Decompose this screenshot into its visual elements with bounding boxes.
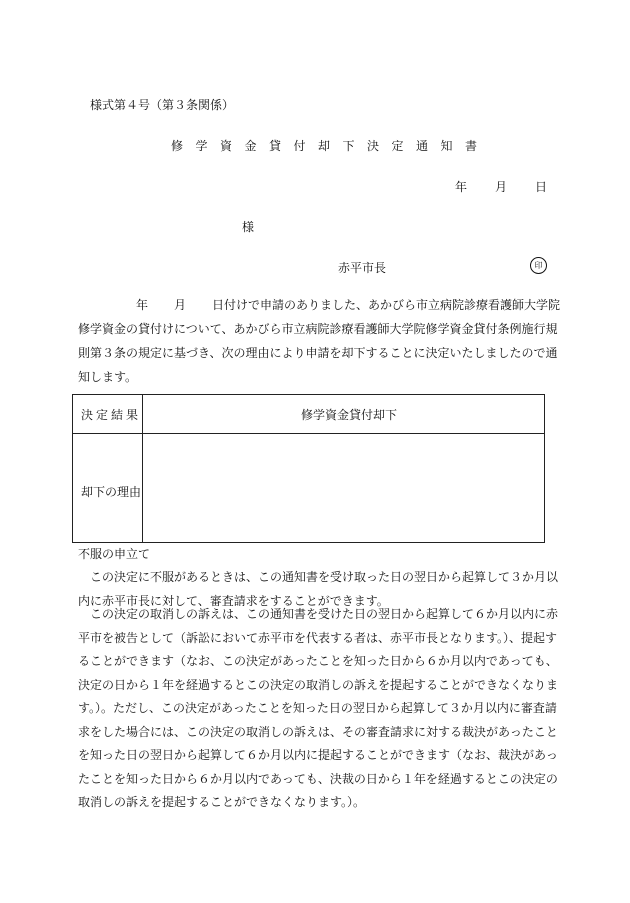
objection-p2-line: 決定の日から１年を経過するとこの決定の取消しの訴えを提起することができなくなりま: [78, 677, 559, 692]
objection-p2-line: す。）。ただし、この決定があったことを知った日の翌日から起算して３か月以内に審査請: [78, 701, 557, 715]
objection-p2-line: ることができます（なお、この決定があったことを知った日から６か月以内であっても、: [78, 654, 558, 668]
body-month-label: 月: [174, 298, 187, 312]
objection-p2-line: を知った日の翌日から起算して６か月以内に提起することができます（なお、裁決があっ: [78, 748, 558, 762]
rejection-reason-label: 却下の理由: [81, 485, 142, 499]
issuer-name: 赤平市長: [338, 261, 387, 275]
date-year-label: 年: [455, 180, 468, 194]
objection-p1-line: 内に赤平市長に対して、審査請求をすることができます。: [78, 593, 389, 608]
objection-heading: 不服の申立て: [78, 547, 151, 561]
seal-mark: 印: [530, 257, 547, 274]
objection-p1-line: この決定に不服があるときは、この通知書を受け取った日の翌日から起算して３か月以: [78, 570, 559, 584]
objection-p2-line: 平市を被告として（訴訟において赤平市を代表する者は、赤平市長となります。）、提起す: [78, 630, 558, 645]
date-line: [455, 178, 547, 195]
decision-result-label: 決定結果: [81, 408, 142, 422]
body-line-1: [78, 293, 561, 317]
body-line-3: 則第３条の規定に基づき、次の理由により申請を却下することに決定いたしましたので通: [78, 346, 558, 360]
objection-p2-line: 取消しの訴えを提起することができなくなります。）。: [78, 795, 366, 809]
document-title: 修学資金貸付却下決定通知書: [171, 139, 490, 153]
body-line-2: 修学資金の貸付けについて、あかびら市立病院診療看護師大学院修学資金貸付条例施行規: [78, 322, 558, 336]
body-line-4: 知します。: [78, 370, 138, 384]
objection-p2-line: たことを知った日から６か月以内であっても、決裁の日から１年を経過するとこの決定の: [78, 771, 558, 786]
objection-p2-line: この決定の取消しの訴えは、この通知書を受けた日の翌日から起算して６か月以内に赤: [78, 607, 559, 621]
addressee-suffix: 様: [242, 220, 255, 234]
form-number: 様式第４号（第３条関係）: [90, 98, 235, 112]
date-day-label: 日: [535, 180, 548, 194]
notice-body: [78, 293, 561, 389]
objection-paragraph-2: [78, 603, 559, 815]
date-month-label: 月: [495, 180, 508, 194]
body-year-label: 年: [136, 298, 149, 312]
table-column-divider: [142, 395, 143, 542]
decision-result-value: 修学資金貸付却下: [301, 408, 398, 422]
objection-p2-line: 求をした場合には、この決定の取消しの訴えは、その審査請求に対する裁決があったこと: [78, 724, 558, 739]
body-line-1-rest: 日付けで申請のありました、あかびら市立病院診療看護師大学院: [212, 298, 561, 312]
decision-table: [72, 394, 545, 543]
